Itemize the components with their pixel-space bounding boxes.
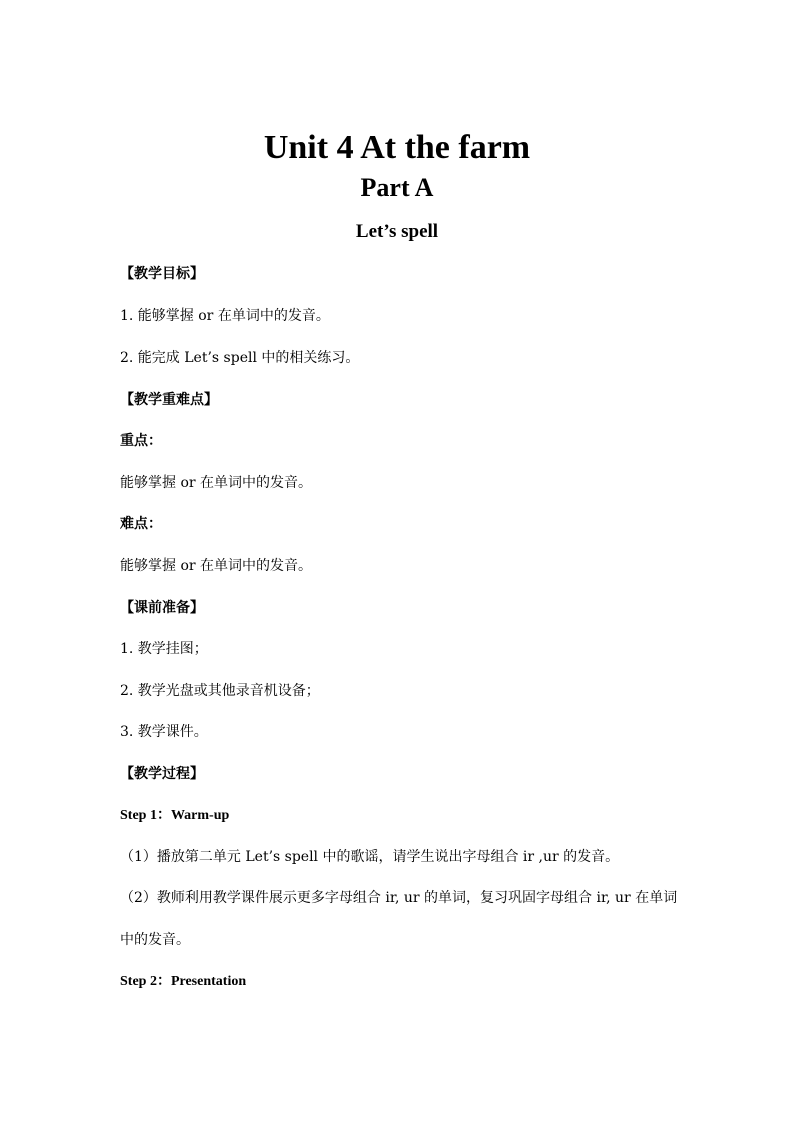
preparation-heading: 【课前准备】: [120, 600, 204, 616]
preparation-item-3: 3. 教学课件。: [120, 724, 208, 740]
step1-item-1: （1）播放第二单元 Let’s spell 中的歌谣，请学生说出字母组合 ir ,ur 的发音。: [120, 849, 620, 865]
key-points-heading: 【教学重难点】: [120, 392, 218, 408]
step1-title: Step 1：Warm-up: [120, 808, 230, 823]
preparation-item-1: 1. 教学挂图；: [120, 641, 208, 657]
process-heading: 【教学过程】: [120, 766, 204, 782]
focus-label: 重点：: [120, 433, 162, 449]
step1-item-2: （2）教师利用教学课件展示更多字母组合 ir, ur 的单词，复习巩固字母组合 ir, ur 在单词中的发音。: [120, 890, 678, 948]
focus-text: 能够掌握 or 在单词中的发音。: [120, 475, 313, 491]
difficulty-text: 能够掌握 or 在单词中的发音。: [120, 558, 313, 574]
objective-item-1: 1. 能够掌握 or 在单词中的发音。: [120, 308, 330, 324]
difficulty-label: 难点：: [120, 516, 162, 532]
preparation-item-2: 2. 教学光盘或其他录音机设备；: [120, 683, 320, 699]
objective-item-2: 2. 能完成 Let’s spell 中的相关练习。: [120, 350, 360, 366]
step2-title: Step 2：Presentation: [120, 974, 247, 989]
objectives-heading: 【教学目标】: [120, 266, 204, 282]
unit-title: Unit 4 At the farm: [263, 129, 531, 166]
part-title: Part A: [360, 173, 434, 202]
section-title: Let’s spell: [355, 221, 439, 242]
